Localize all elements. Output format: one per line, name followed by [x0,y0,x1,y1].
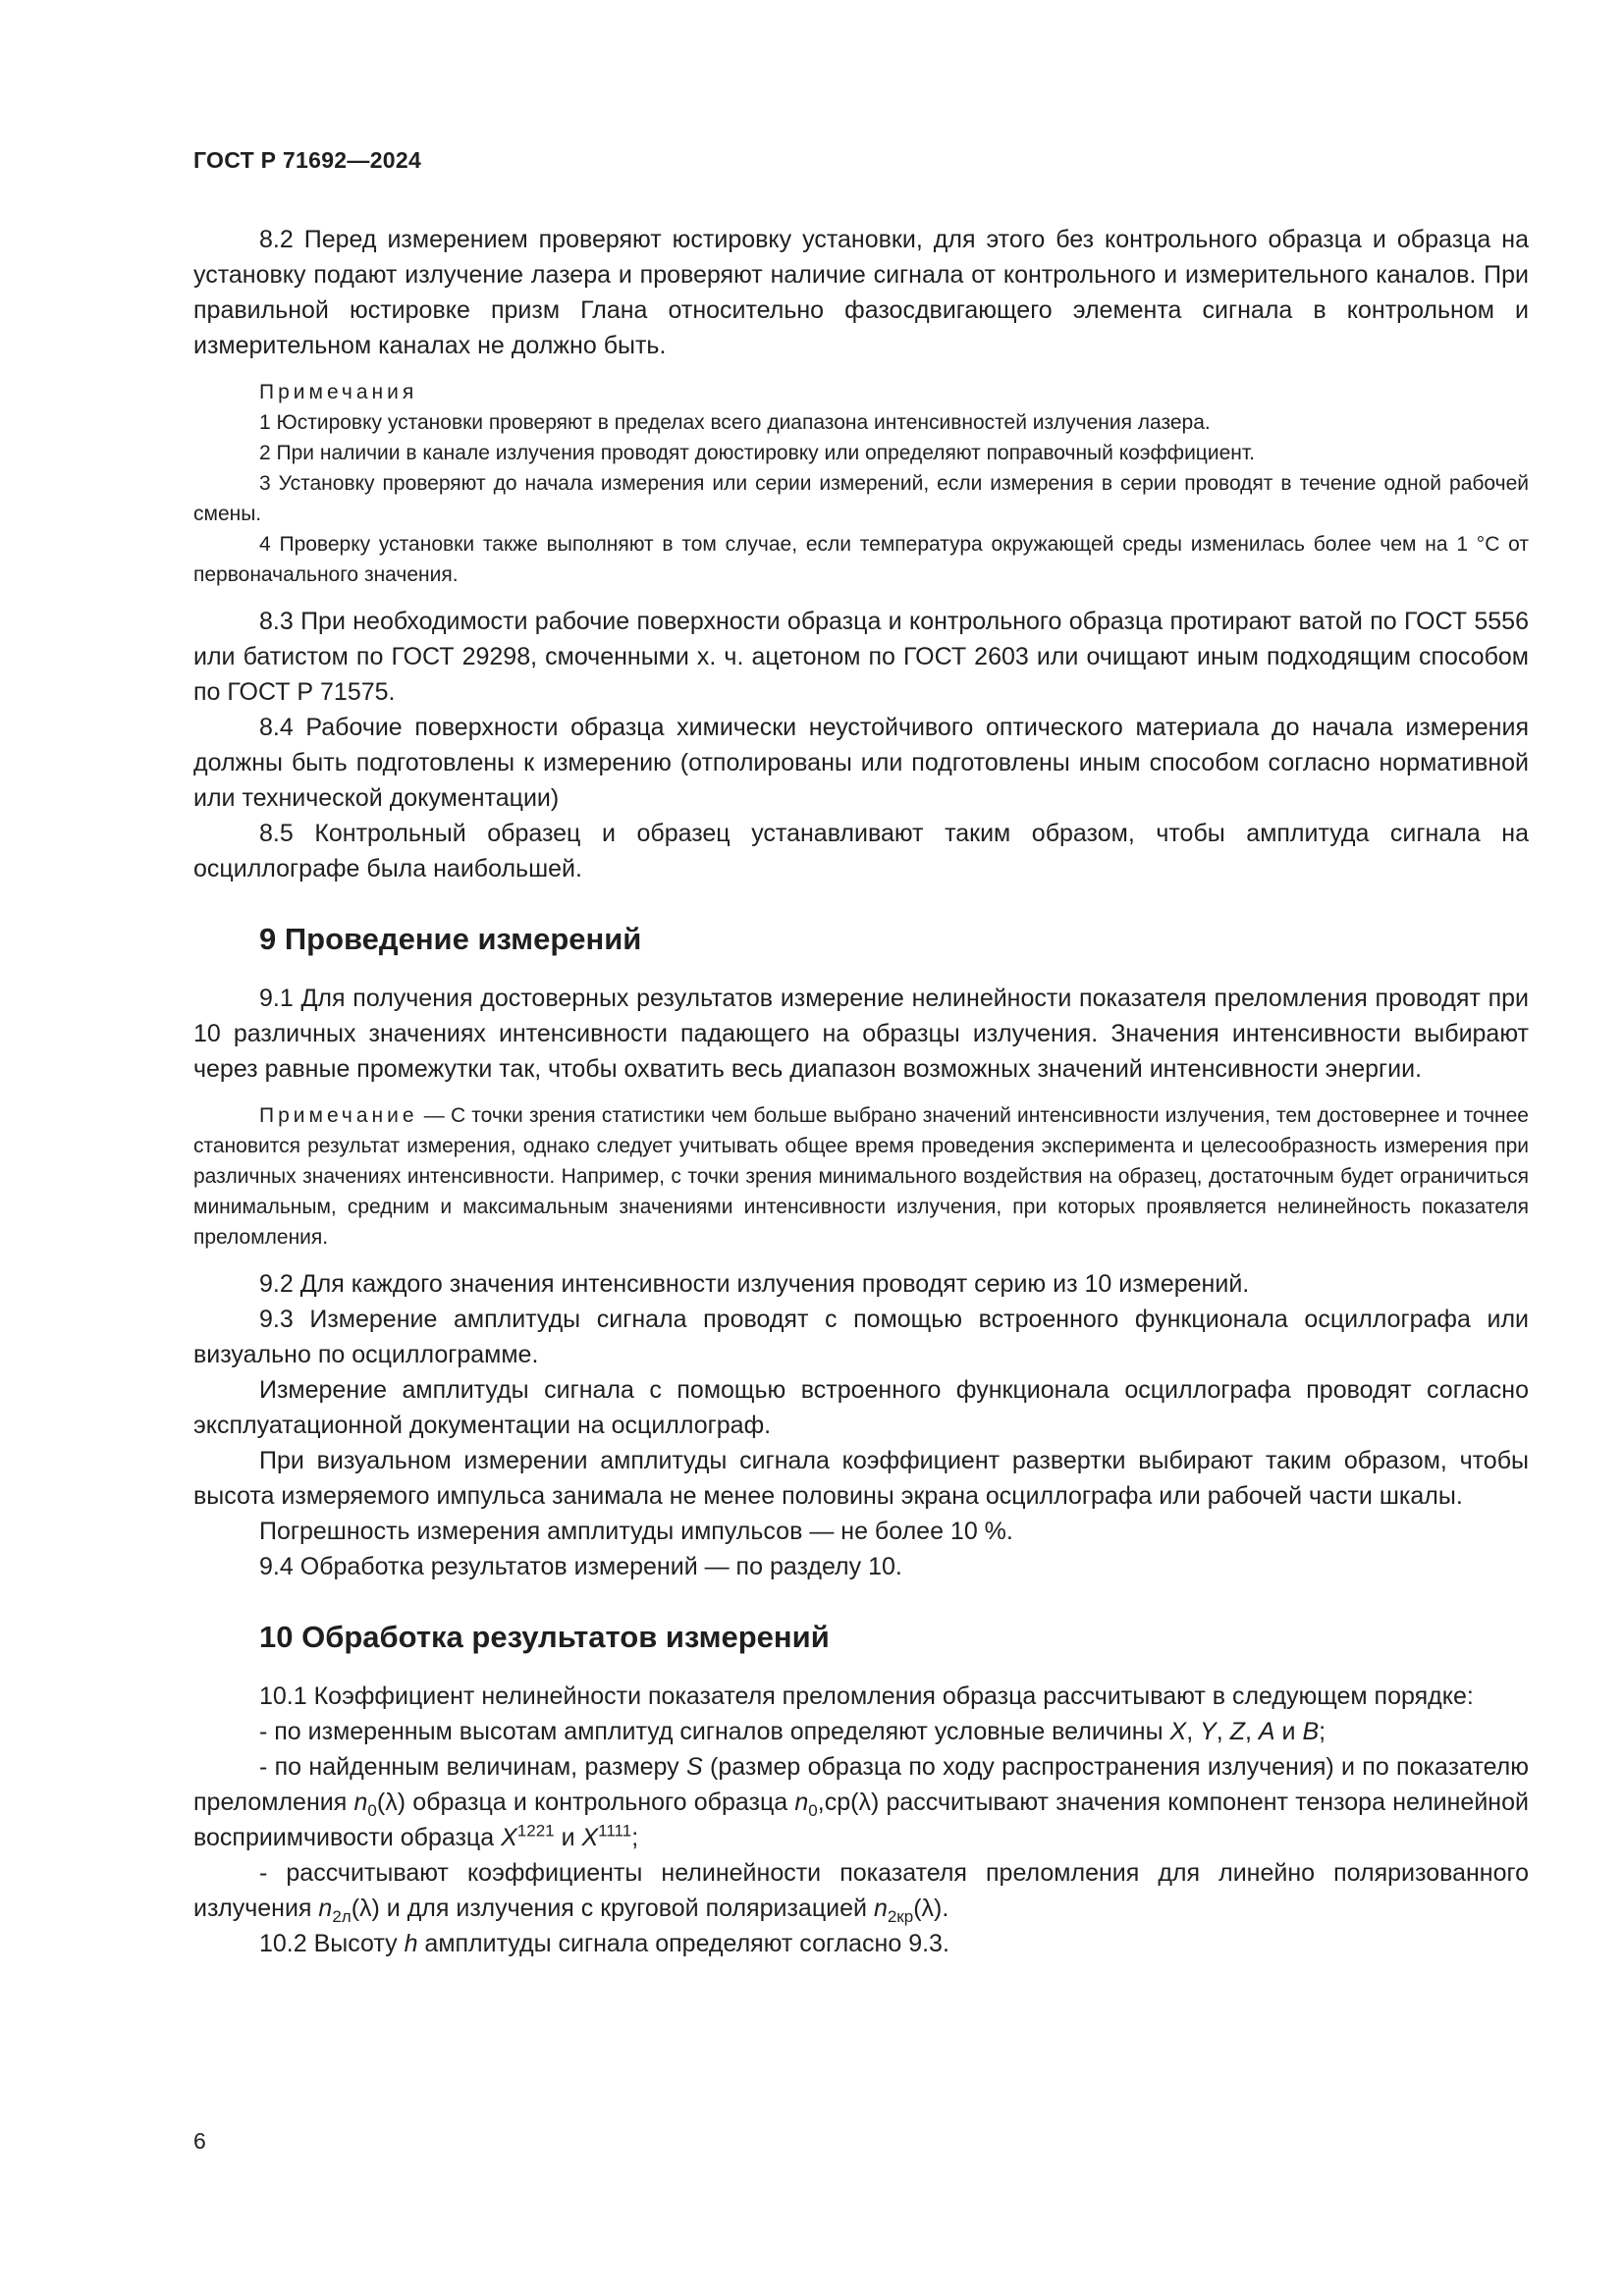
paragraph-9-3-builtin: Измерение амплитуды сигнала с помощью встроенного функционала осциллографа проводят согласно эксплуатационной документации на осциллограф. [193,1376,1529,1439]
section-heading-10: 10 Обработка результатов измерений [259,1620,830,1654]
document-body [193,222,1529,1961]
paragraph-9-1: 9.1 Для получения достоверных результатов измерение нелинейности показателя преломления проводят при 10 различных значениях интенсивности падающего на образцы излучения. Значения интенсивности выбирают через равные промежутки так, чтобы охватить весь диапазон возможных значений интенсивности энергии. [193,985,1529,1083]
note-text: — С точки зрения статистики чем больше выбрано значений интенсивности излучения, тем достовернее и точнее становится результат измерения, однако следует учитывать общее время проведения эксперимента и целесообразность измерения при различных значениях интенсивности. Например, с точки зрения минимального воздействия на образец, достаточным будет ограничиться минимальным, средним и максимальным значениями интенсивности излучения, при которых проявляется нелинейность показателя преломления. [193,1104,1529,1249]
note-9-block [193,1100,1529,1253]
paragraph-9-3: 9.3 Измерение амплитуды сигнала проводят с помощью встроенного функционала осциллографа или визуально по осциллограмме. [193,1306,1529,1368]
list-item-tensor: - по найденным величинам, размеру S (размер образца по ходу распространения излучения) и по показателю преломления $n_0(\lambda)$ образца и контрольного образца $n_0,ср(\lambda)$ рассчитывают значения компонент тензора нелинейной восприимчивости образца $X^{1221}$ и $X^{1111}$; [193,1753,1529,1851]
paragraph-8-5: 8.5 Контрольный образец и образец устанавливают таким образом, чтобы амплитуда сигнала на осциллографе была наибольшей. [193,820,1529,882]
paragraph-9-4: 9.4 Обработка результатов измерений — по разделу 10. [259,1553,902,1580]
paragraph-9-3-visual: При визуальном измерении амплитуды сигнала коэффициент развертки выбирают таким образом, чтобы высота измеряемого импульса занимала не менее половины экрана осциллографа или рабочей части шкалы. [193,1447,1529,1510]
note-label: Примечание [259,1104,418,1127]
paragraph-10-2: 10.2 Высоту h амплитуды сигнала определяют согласно 9.3. [259,1930,949,1957]
paragraph-9-2: 9.2 Для каждого значения интенсивности излучения проводят серию из 10 измерений. [259,1270,1250,1298]
paragraph-8-2: 8.2 Перед измерением проверяют юстировку установки, для этого без контрольного образца и образца на установку подают излучение лазера и проверяют наличие сигнала от контрольного и измерительного каналов. При правильной юстировке призм Глана относительно фазосдвигающего элемента сигнала в контрольном и измерительном каналах не должно быть. [193,226,1529,359]
note-item: 1 Юстировку установки проверяют в пределах всего диапазона интенсивностей излучения лазера. [259,411,1211,434]
note-item: 4 Проверку установки также выполняют в том случае, если температура окружающей среды изменилась более чем на 1 °С от первоначального значения. [193,533,1529,586]
list-item-variables: - по измеренным высотам амплитуд сигналов определяют условные величины X, Y, Z, A и B; [259,1718,1326,1745]
paragraph-9-3-error: Погрешность измерения амплитуды импульсов — не более 10 %. [259,1518,1013,1545]
list-item-coefficients: - рассчитывают коэффициенты нелинейности показателя преломления для линейно поляризованного излучения $n_{2л}(\lambda)$ и для излучения с круговой поляризацией $n_{2кр}(\lambda)$. [193,1859,1529,1926]
notes-title: Примечания [259,381,418,403]
note-item: 2 При наличии в канале излучения проводят доюстировку или определяют поправочный коэффициент. [259,442,1255,464]
section-heading-9: 9 Проведение измерений [259,922,642,956]
paragraph-8-3: 8.3 При необходимости рабочие поверхности образца и контрольного образца протирают ватой по ГОСТ 5556 или батистом по ГОСТ 29298, смоченными х. ч. ацетоном по ГОСТ 2603 или очищают иным подходящим способом по ГОСТ Р 71575. [193,608,1529,706]
paragraph-10-1: 10.1 Коэффициент нелинейности показателя преломления образца рассчитывают в следующем порядке: [259,1682,1474,1710]
document-id-header: ГОСТ Р 71692—2024 [193,147,422,173]
note-9 [193,1100,1529,1253]
paragraph-8-4: 8.4 Рабочие поверхности образца химически неустойчивого оптического материала до начала измерения должны быть подготовлены к измерению (отполированы или подготовлены иным способом согласно нормативной или технической документации) [193,714,1529,812]
notes-block [193,377,1529,590]
page-number: 6 [193,2128,206,2154]
note-item: 3 Установку проверяют до начала измерения или серии измерений, если измерения в серии проводят в течение одной рабочей смены. [193,472,1529,525]
